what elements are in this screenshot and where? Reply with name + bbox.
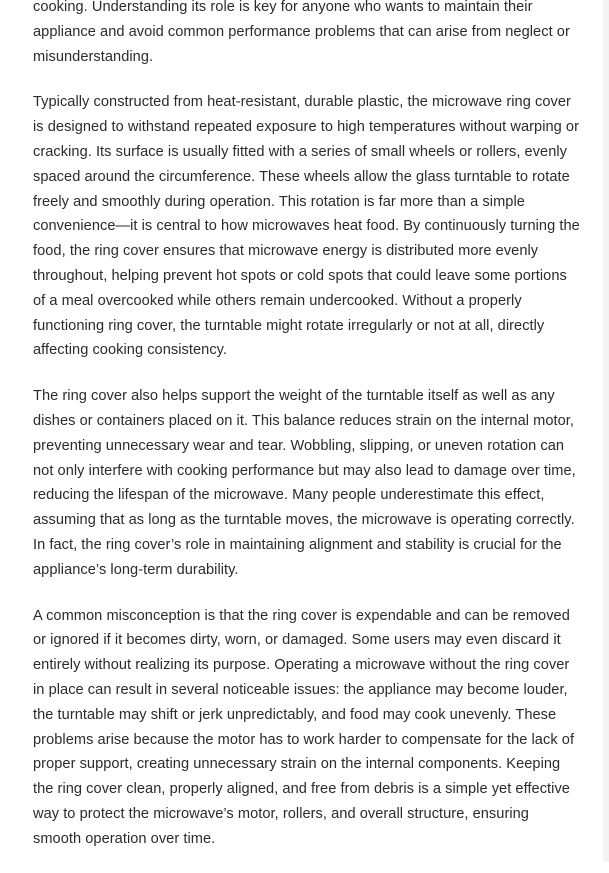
paragraph-support: The ring cover also helps support the weight of the turntable itself as well as any dishes or containers placed on it. This balance reduces strain on the internal motor, preventing unnecessary wear and tear. Wobbling, slipping, or uneven rotation can not only interfere with cooking performance but may also lead to damage over time, reducing the lifespan of the microwave. Many people underestimate this effect, assuming that as long as the turntable moves, the microwave is operating correctly. In fact, the ring cover’s role in maintaining alignment and stability is crucial for the appliance’s long-term durability.: [33, 388, 576, 578]
page-scrollbar[interactable]: [603, 0, 609, 862]
paragraph-misconception: A common misconception is that the ring cover is expendable and can be removed or ignored if it becomes dirty, worn, or damaged. Some users may even discard it entirely without realizing its purpose. Operating a microwave without the ring cover in place can result in several noticeable issues: the appliance may become louder, the turntable may shift or jerk unpredictably, and food may cook unevenly. These problems arise because the motor has to work harder to compensate for the lack of proper support, creating unnecessary strain on the internal components. Keeping the ring cover clean, properly aligned, and free from debris is a simple yet effective way to protect the microwave’s motor, rollers, and overall structure, ensuring smooth operation over time.: [33, 607, 575, 847]
paragraph-construction: Typically constructed from heat-resistant, durable plastic, the microwave ring cover is designed to withstand repeated exposure to high temperatures without warping or cracking. Its surface is usually fitted with a series of small wheels or rollers, evenly spaced around the circumference. These wheels allow the glass turntable to rotate freely and smoothly during operation. This rotation is far more than a simple convenience—it is central to how microwaves heat food. By continuously turning the food, the ring cover ensures that microwave energy is distributed more evenly throughout, helping prevent hot spots or cold spots that could leave some portions of a meal overcooked while others remain undercooked. Without a properly functioning ring cover, the turntable might rotate irregularly or not at all, directly affecting cooking consistency.: [33, 94, 580, 359]
article-body: [33, 0, 581, 873]
paragraph-intro-continuation: cooking. Understanding its role is key for anyone who wants to maintain their appliance and avoid common performance problems that can arise from neglect or misunderstanding.: [33, 0, 570, 65]
